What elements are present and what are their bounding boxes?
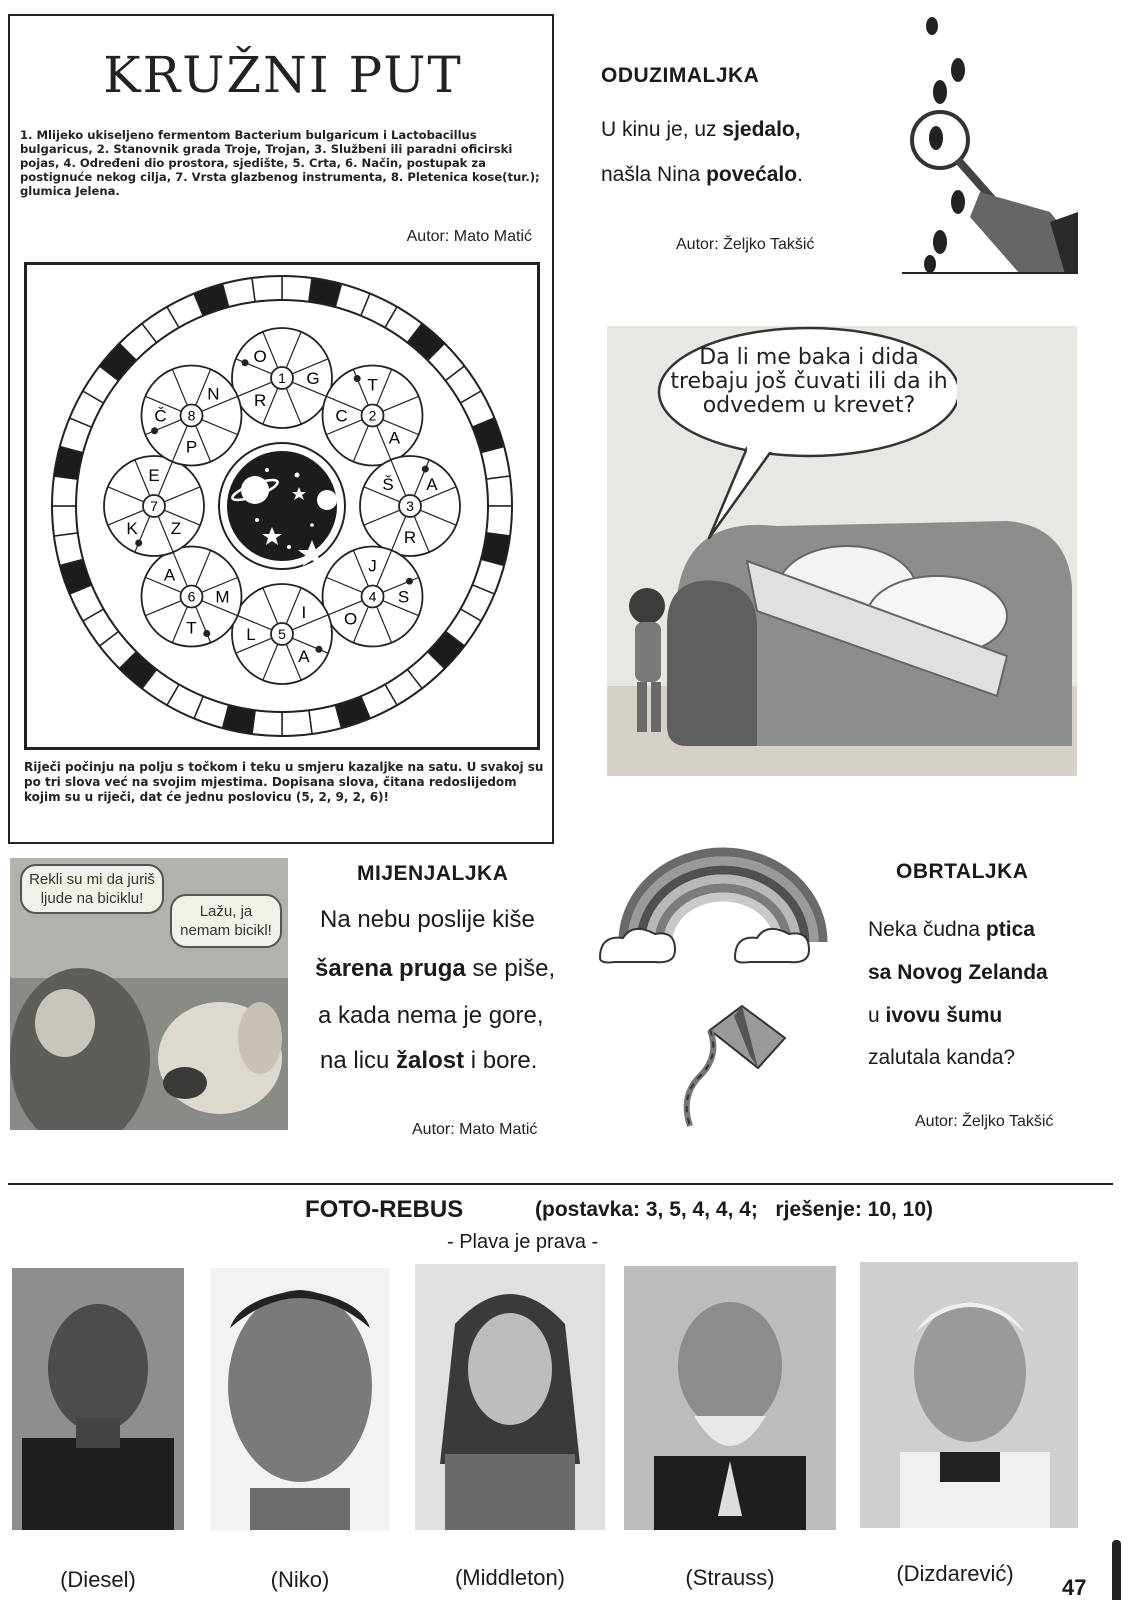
mijenjaljka-line-4 [320,1047,537,1075]
dog-photo [10,858,288,1130]
obrtaljka-line-3 [868,1004,1002,1028]
ring-cell [52,476,78,506]
mijenjaljka-text: se piše, [465,955,556,982]
caption-2: (Niko) [270,1567,330,1592]
given-letter: E [148,466,160,485]
start-dot-icon [135,539,142,546]
oduzimaljka-line-2 [601,163,803,187]
word-circle-7 [104,456,204,556]
oduzimaljka-keyword: povećalo [706,163,798,186]
obrtaljka-keyword: ptica [985,918,1035,941]
mijenjaljka-text: na licu [320,1047,397,1074]
section-divider [8,1183,1113,1185]
mijenjaljka-title: MIJENJALJKA [357,862,509,885]
caption-1: (Diesel) [60,1567,136,1592]
start-dot-icon [242,359,249,366]
page-tab-marker [1112,1540,1121,1600]
given-letter: C [335,406,348,426]
ring-cell [252,710,282,736]
start-dot-icon [354,375,361,382]
given-letter: O [253,347,267,367]
circular-puzzle-grid [27,265,537,747]
foto-rebus-subtitle: - Plava je prava - [447,1231,599,1253]
speech-bubble-right: Lažu, ja nemam bicikl! [170,894,282,948]
given-letter: A [388,428,401,448]
oduzimaljka-title: ODUZIMALJKA [601,64,760,87]
cartoon-image [607,326,1077,776]
start-dot-icon [315,646,322,653]
given-letter: A [298,646,310,666]
mijenjaljka-line-3: a kada nema je gore, [318,1002,544,1029]
word-circle-4 [323,547,423,647]
word-circle-3 [360,456,460,556]
kruzni-put-panel [8,14,554,844]
ring-cell [282,710,312,736]
oduzimaljka-text: . [797,163,803,186]
mijenjaljka-text: i bore. [464,1047,538,1074]
ring-cell [486,506,512,536]
circle-number: 4 [368,588,377,605]
portrait-photo-2 [210,1268,390,1530]
word-circle-6 [141,547,241,647]
mijenjaljka-author: Autor: Mato Matić [412,1121,538,1138]
ring-cell [282,276,312,302]
obrtaljka-line-2: sa Novog Zelanda [868,961,1048,984]
given-letter: R [403,528,417,547]
ring-cell [52,506,78,536]
given-letter: A [163,565,176,585]
word-circle-8 [141,365,241,465]
kite-icon [650,996,790,1131]
caption-4: (Strauss) [685,1565,775,1590]
given-letter: Z [170,518,182,538]
ring-cell [252,276,282,302]
given-letter: N [207,384,220,404]
portrait-photo-3 [415,1264,605,1530]
start-dot-icon [422,466,429,473]
obrtaljka-line-4: zalutala kanda? [868,1046,1016,1069]
footprints-magnifier-icon [900,12,1080,274]
given-letter: G [306,369,320,388]
given-letter: T [186,618,197,638]
page-number: 47 [1062,1575,1087,1600]
given-letter: L [246,625,256,644]
foto-rebus-title: FOTO-REBUS [305,1196,464,1223]
given-letter: K [126,518,138,538]
circle-number: 2 [368,407,377,424]
given-letter: Č [154,406,167,426]
given-letter: I [301,603,307,623]
obrtaljka-author: Autor: Željko Takšić [915,1113,1054,1130]
given-letter: Š [382,475,394,495]
given-letter: R [253,390,267,410]
start-dot-icon [203,630,210,637]
rainbow-icon [595,830,850,970]
circle-number: 6 [187,588,196,605]
portrait-photo-1 [12,1268,184,1530]
circular-puzzle-frame [24,262,540,750]
kruzni-put-clues: 1. Mlijeko ukiseljeno fermentom Bacterium bulgaricum i Lactobacillus bulgaricus, 2. Stanovnik grada Troje, Trojan, 3. Službeni ili paradni oficirski pojas, 4. Određeni dio prostora, sjedište, 5. Crta, 6. Način, postupak za postignuće nekog cilja, 7. Vrsta glazbenog instrumenta, 8. Pletenica kose(tur.); glumica Jelena. [20,128,540,198]
kruzni-put-instructions: Riječi počinju na polju s točkom i teku u smjeru kazaljke na satu. U svakoj su po tri slova već na svojim mjestima. Dopisana slova, čitana redoslijedom kojim su u riječi, dat će jednu poslovicu (5, 2, 9, 2, 6)! [24,760,544,804]
portrait-photo-5 [860,1262,1078,1528]
word-circle-1 [232,328,332,428]
circle-number: 7 [150,498,158,514]
circle-number: 1 [278,370,286,386]
caption-5: (Dizdarević) [896,1561,1014,1586]
kruzni-put-title: KRUŽNI PUT [103,46,463,104]
portrait-photo-4 [624,1266,836,1530]
given-letter: O [343,609,358,629]
given-letter: J [368,556,377,576]
kruzni-put-author: Autor: Mato Matić [406,228,532,245]
oduzimaljka-line-1 [601,118,801,142]
circle-number: 3 [406,498,414,514]
oduzimaljka-keyword: sjedalo, [722,118,801,141]
given-letter: A [426,475,438,495]
mijenjaljka-line-2 [315,955,555,983]
obrtaljka-text: u [868,1004,886,1027]
given-letter: P [185,437,198,457]
obrtaljka-text: Neka čudna [868,918,986,941]
ring-cell [486,476,512,506]
oduzimaljka-text: U kinu je, uz [601,118,723,141]
cartoon-speech-text: Da li me baka i dida trebaju još čuvati ili da ih odvedem u krevet? [670,345,948,418]
obrtaljka-line-1 [868,918,1035,942]
start-dot-icon [151,427,158,434]
given-letter: S [397,587,410,607]
caption-3: (Middleton) [454,1565,566,1590]
speech-bubble-left: Rekli su mi da juriš ljude na biciklu! [20,864,164,914]
oduzimaljka-text: našla Nina [601,163,707,186]
obrtaljka-keyword: ivovu šumu [885,1004,1003,1027]
mijenjaljka-line-1: Na nebu poslije kiše [320,906,535,933]
mijenjaljka-keyword: šarena pruga [315,955,466,982]
start-dot-icon [406,578,413,585]
foto-rebus-params: (postavka: 3, 5, 4, 4, 4; rješenje: 10, 10) [535,1198,934,1221]
circle-number: 5 [278,626,286,642]
word-circle-2 [323,365,423,465]
oduzimaljka-author: Autor: Željko Takšić [676,236,815,253]
circle-number: 8 [187,407,196,424]
obrtaljka-title: OBRTALJKA [896,860,1029,883]
word-circle-5 [232,584,332,684]
mijenjaljka-keyword: žalost [396,1047,465,1074]
given-letter: M [215,587,230,607]
given-letter: T [367,375,378,395]
